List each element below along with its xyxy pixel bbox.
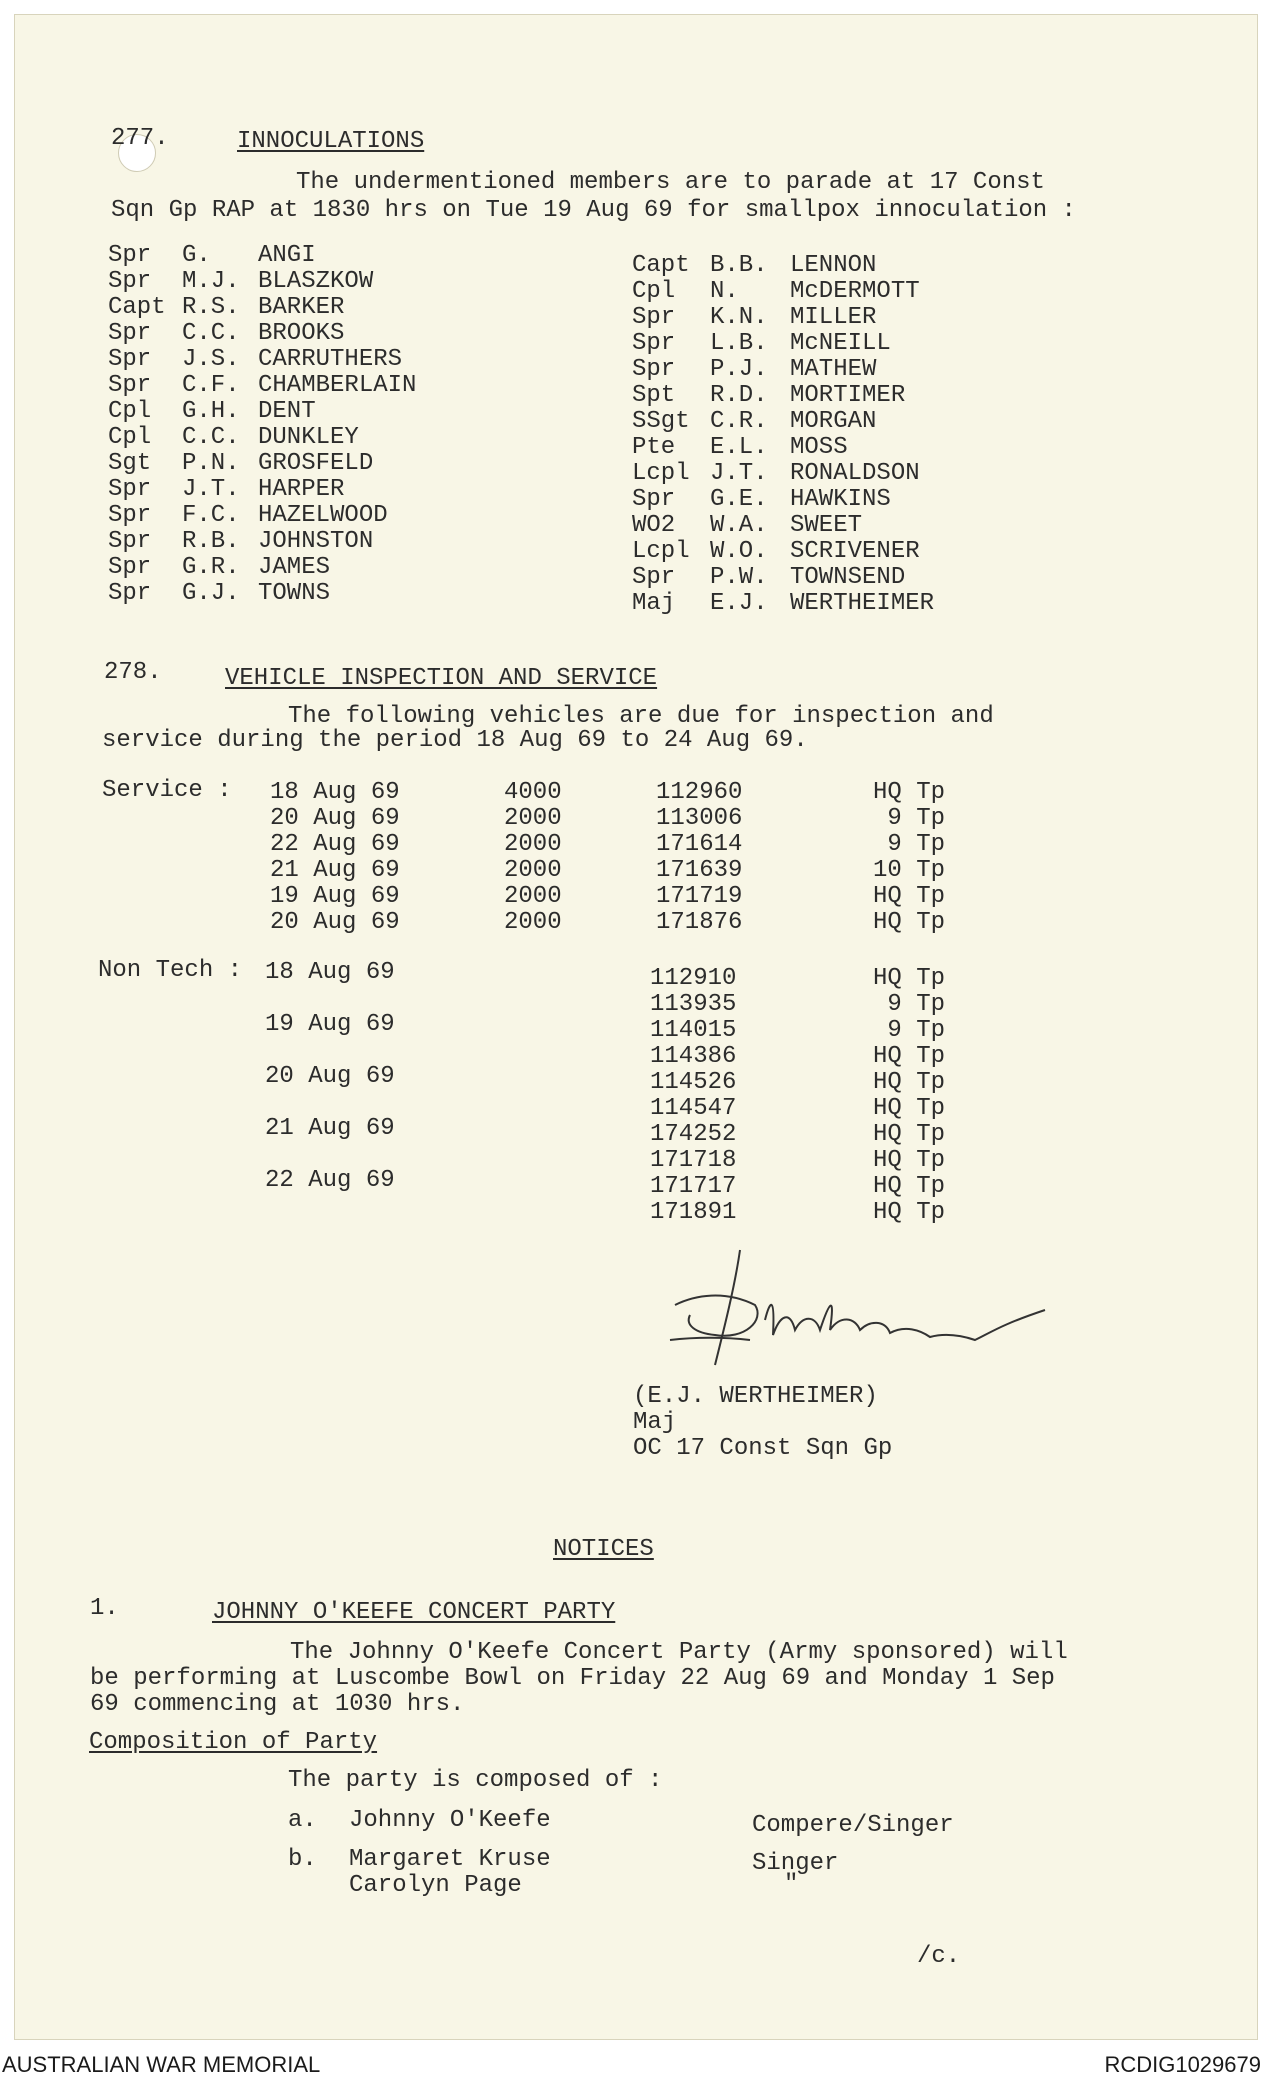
personnel-initials: J.T. — [182, 476, 240, 503]
personnel-row — [632, 305, 934, 331]
personnel-rank: Spr — [108, 320, 152, 347]
personnel-surname: HARPER — [258, 476, 345, 503]
personnel-surname: SCRIVENER — [790, 538, 920, 565]
personnel-row — [108, 269, 416, 295]
personnel-list-right — [632, 253, 934, 617]
signature-rank: Maj — [633, 1409, 677, 1436]
personnel-initials: P.W. — [710, 564, 768, 591]
vehicle-reg: 112960 — [656, 779, 743, 806]
para-277-intro-line1: The undermentioned members are to parade at 17 Const — [296, 169, 1045, 196]
continuation-mark: /c. — [917, 1943, 961, 1970]
personnel-row — [108, 347, 416, 373]
member-c-role: " — [784, 1871, 799, 1898]
personnel-surname: McDERMOTT — [790, 278, 920, 305]
para-278-number: 278. — [104, 659, 162, 686]
vehicle-unit: 9 Tp — [887, 1017, 945, 1044]
personnel-surname: BARKER — [258, 294, 345, 321]
personnel-row — [108, 529, 416, 555]
personnel-rank: Capt — [108, 294, 166, 321]
nontech-date: 22 Aug 69 — [265, 1167, 395, 1194]
vehicle-reg: 114386 — [650, 1043, 737, 1070]
vehicle-unit: HQ Tp — [872, 1121, 945, 1148]
vehicle-reg: 114015 — [650, 1017, 737, 1044]
notice-1-body-line2: be performing at Luscombe Bowl on Friday 22 Aug 69 and Monday 1 Sep — [90, 1665, 1055, 1692]
personnel-row — [108, 503, 416, 529]
para-277-number: 277. — [111, 125, 169, 152]
personnel-row — [632, 591, 934, 617]
member-b-role: Singer — [752, 1850, 839, 1877]
personnel-surname: SWEET — [790, 512, 863, 539]
vehicle-reg: 174252 — [650, 1121, 737, 1148]
signature-appointment: OC 17 Const Sqn Gp — [633, 1435, 893, 1462]
personnel-surname: MOSS — [790, 434, 848, 461]
vehicle-unit: HQ Tp — [872, 1199, 945, 1226]
personnel-rank: Spr — [108, 346, 152, 373]
personnel-rank: Spr — [108, 476, 152, 503]
personnel-row — [632, 435, 934, 461]
personnel-rank: Spr — [108, 372, 152, 399]
service-date: 20 Aug 69 — [270, 909, 400, 936]
para-278-intro-line2: service during the period 18 Aug 69 to 24 Aug 69. — [102, 727, 808, 754]
personnel-rank: Pte — [632, 434, 676, 461]
personnel-rank: Spr — [108, 580, 152, 607]
footer-source: AUSTRALIAN WAR MEMORIAL — [2, 2052, 321, 2077]
personnel-initials: N. — [710, 278, 739, 305]
vehicle-reg: 114526 — [650, 1069, 737, 1096]
signature-name: (E.J. WERTHEIMER) — [633, 1383, 878, 1410]
personnel-initials: E.J. — [710, 590, 768, 617]
personnel-initials: J.T. — [710, 460, 768, 487]
vehicle-unit: HQ Tp — [872, 1095, 945, 1122]
personnel-surname: WERTHEIMER — [790, 590, 935, 617]
personnel-surname: JAMES — [258, 554, 331, 581]
personnel-initials: J.S. — [182, 346, 240, 373]
personnel-surname: LENNON — [790, 252, 877, 279]
personnel-surname: MILLER — [790, 304, 877, 331]
personnel-row — [632, 253, 934, 279]
personnel-row — [108, 451, 416, 477]
service-date: 18 Aug 69 — [270, 779, 400, 806]
personnel-initials: C.F. — [182, 372, 240, 399]
personnel-rank: Lcpl — [632, 538, 690, 565]
personnel-initials: R.D. — [710, 382, 768, 409]
personnel-rank: Spr — [108, 268, 152, 295]
notice-1-heading: JOHNNY O'KEEFE CONCERT PARTY — [212, 1599, 616, 1626]
personnel-list-left — [108, 243, 416, 607]
personnel-row — [632, 409, 934, 435]
personnel-row — [632, 539, 934, 565]
personnel-row — [632, 331, 934, 357]
personnel-surname: MORTIMER — [790, 382, 906, 409]
vehicle-reg: 171719 — [656, 883, 743, 910]
personnel-initials: F.C. — [182, 502, 240, 529]
personnel-surname: HAWKINS — [790, 486, 891, 513]
personnel-initials: G.R. — [182, 554, 240, 581]
service-km: 2000 — [504, 883, 562, 910]
personnel-row — [632, 357, 934, 383]
personnel-initials: W.O. — [710, 538, 768, 565]
notices-heading: NOTICES — [553, 1536, 654, 1563]
vehicle-unit: 9 Tp — [887, 991, 945, 1018]
personnel-rank: Spr — [632, 356, 676, 383]
personnel-rank: Spr — [108, 554, 152, 581]
service-km: 4000 — [504, 779, 562, 806]
personnel-initials: R.S. — [182, 294, 240, 321]
vehicle-reg: 171891 — [650, 1199, 737, 1226]
para-278-heading: VEHICLE INSPECTION AND SERVICE — [225, 665, 658, 692]
personnel-row — [108, 243, 416, 269]
member-b-name: Margaret Kruse — [349, 1846, 551, 1873]
personnel-rank: Spr — [632, 330, 676, 357]
personnel-surname: CHAMBERLAIN — [258, 372, 417, 399]
personnel-initials: E.L. — [710, 434, 768, 461]
personnel-surname: MORGAN — [790, 408, 877, 435]
vehicle-reg: 113935 — [650, 991, 737, 1018]
personnel-rank: SSgt — [632, 408, 690, 435]
personnel-row — [108, 373, 416, 399]
personnel-initials: G.H. — [182, 398, 240, 425]
vehicle-reg: 171717 — [650, 1173, 737, 1200]
vehicle-unit: HQ Tp — [872, 883, 945, 910]
vehicle-unit: HQ Tp — [872, 1147, 945, 1174]
nontech-date: 19 Aug 69 — [265, 1011, 395, 1038]
notice-1-number: 1. — [90, 1595, 119, 1622]
vehicle-unit: HQ Tp — [872, 909, 945, 936]
personnel-rank: Cpl — [108, 424, 152, 451]
vehicle-unit: 9 Tp — [887, 805, 945, 832]
member-b-letter: b. — [288, 1846, 317, 1873]
footer-id: RCDIG1029679 — [1104, 2052, 1261, 2077]
personnel-rank: Maj — [632, 590, 676, 617]
personnel-initials: C.C. — [182, 424, 240, 451]
composition-intro: The party is composed of : — [288, 1767, 663, 1794]
member-a-role: Compere/Singer — [752, 1812, 954, 1839]
personnel-initials: L.B. — [710, 330, 768, 357]
personnel-rank: Spt — [632, 382, 676, 409]
personnel-row — [632, 461, 934, 487]
personnel-row — [632, 279, 934, 305]
personnel-row — [108, 555, 416, 581]
personnel-rank: Spr — [632, 564, 676, 591]
composition-heading: Composition of Party — [89, 1729, 378, 1756]
personnel-rank: Cpl — [108, 398, 152, 425]
personnel-initials: P.N. — [182, 450, 240, 477]
personnel-row — [632, 487, 934, 513]
personnel-initials: G.E. — [710, 486, 768, 513]
personnel-rank: Lcpl — [632, 460, 690, 487]
vehicle-unit: 10 Tp — [872, 857, 945, 884]
personnel-surname: TOWNSEND — [790, 564, 906, 591]
vehicle-unit: 9 Tp — [887, 831, 945, 858]
personnel-row — [108, 581, 416, 607]
nontech-date: 21 Aug 69 — [265, 1115, 395, 1142]
personnel-initials: G. — [182, 242, 211, 269]
personnel-rank: Sgt — [108, 450, 152, 477]
personnel-surname: DUNKLEY — [258, 424, 359, 451]
nontech-date: 20 Aug 69 — [265, 1063, 395, 1090]
service-date: 19 Aug 69 — [270, 883, 400, 910]
service-km: 2000 — [504, 857, 562, 884]
vehicle-reg: 171614 — [656, 831, 743, 858]
personnel-initials: G.J. — [182, 580, 240, 607]
service-km: 2000 — [504, 831, 562, 858]
personnel-rank: Spr — [632, 486, 676, 513]
personnel-initials: W.A. — [710, 512, 768, 539]
personnel-row — [108, 399, 416, 425]
service-date: 21 Aug 69 — [270, 857, 400, 884]
personnel-surname: HAZELWOOD — [258, 502, 388, 529]
service-date: 22 Aug 69 — [270, 831, 400, 858]
vehicle-unit: HQ Tp — [872, 965, 945, 992]
personnel-row — [108, 477, 416, 503]
service-label: Service : — [102, 777, 232, 804]
nontech-date: 18 Aug 69 — [265, 959, 395, 986]
vehicle-reg: 171639 — [656, 857, 743, 884]
vehicle-reg: 112910 — [650, 965, 737, 992]
personnel-surname: BLASZKOW — [258, 268, 374, 295]
vehicle-unit: HQ Tp — [872, 1173, 945, 1200]
service-km: 2000 — [504, 909, 562, 936]
personnel-rank: Spr — [108, 502, 152, 529]
personnel-initials: B.B. — [710, 252, 768, 279]
vehicle-reg: 171876 — [656, 909, 743, 936]
personnel-row — [632, 383, 934, 409]
personnel-rank: WO2 — [632, 512, 676, 539]
personnel-rank: Spr — [108, 528, 152, 555]
personnel-surname: ANGI — [258, 242, 316, 269]
personnel-surname: TOWNS — [258, 580, 331, 607]
vehicle-reg: 113006 — [656, 805, 743, 832]
personnel-surname: JOHNSTON — [258, 528, 374, 555]
personnel-initials: R.B. — [182, 528, 240, 555]
handwritten-signature — [655, 1245, 1055, 1375]
service-date: 20 Aug 69 — [270, 805, 400, 832]
member-a-name: Johnny O'Keefe — [349, 1807, 551, 1834]
personnel-initials: C.R. — [710, 408, 768, 435]
personnel-row — [108, 295, 416, 321]
vehicle-unit: HQ Tp — [872, 1043, 945, 1070]
personnel-row — [108, 425, 416, 451]
personnel-surname: CARRUTHERS — [258, 346, 403, 373]
personnel-rank: Capt — [632, 252, 690, 279]
personnel-surname: McNEILL — [790, 330, 891, 357]
personnel-rank: Spr — [632, 304, 676, 331]
para-277-intro-line2: Sqn Gp RAP at 1830 hrs on Tue 19 Aug 69 for smallpox innoculation : — [111, 197, 1076, 224]
personnel-row — [108, 321, 416, 347]
member-c-name: Carolyn Page — [349, 1872, 522, 1899]
personnel-rank: Spr — [108, 242, 152, 269]
personnel-initials: C.C. — [182, 320, 240, 347]
para-278-intro-line1: The following vehicles are due for inspection and — [288, 703, 994, 730]
para-277-heading: INNOCULATIONS — [237, 128, 425, 155]
vehicle-unit: HQ Tp — [872, 779, 945, 806]
personnel-row — [632, 565, 934, 591]
member-a-letter: a. — [288, 1807, 317, 1834]
service-km: 2000 — [504, 805, 562, 832]
personnel-initials: K.N. — [710, 304, 768, 331]
vehicle-reg: 171718 — [650, 1147, 737, 1174]
notice-1-body-line3: 69 commencing at 1030 hrs. — [90, 1691, 465, 1718]
personnel-rank: Cpl — [632, 278, 676, 305]
personnel-surname: RONALDSON — [790, 460, 920, 487]
personnel-surname: BROOKS — [258, 320, 345, 347]
personnel-surname: MATHEW — [790, 356, 877, 383]
personnel-surname: GROSFELD — [258, 450, 374, 477]
vehicle-unit: HQ Tp — [872, 1069, 945, 1096]
personnel-surname: DENT — [258, 398, 316, 425]
notice-1-body-line1: The Johnny O'Keefe Concert Party (Army sponsored) will — [290, 1639, 1068, 1666]
personnel-row — [632, 513, 934, 539]
vehicle-reg: 114547 — [650, 1095, 737, 1122]
personnel-initials: M.J. — [182, 268, 240, 295]
personnel-initials: P.J. — [710, 356, 768, 383]
nontech-label: Non Tech : — [98, 957, 243, 984]
